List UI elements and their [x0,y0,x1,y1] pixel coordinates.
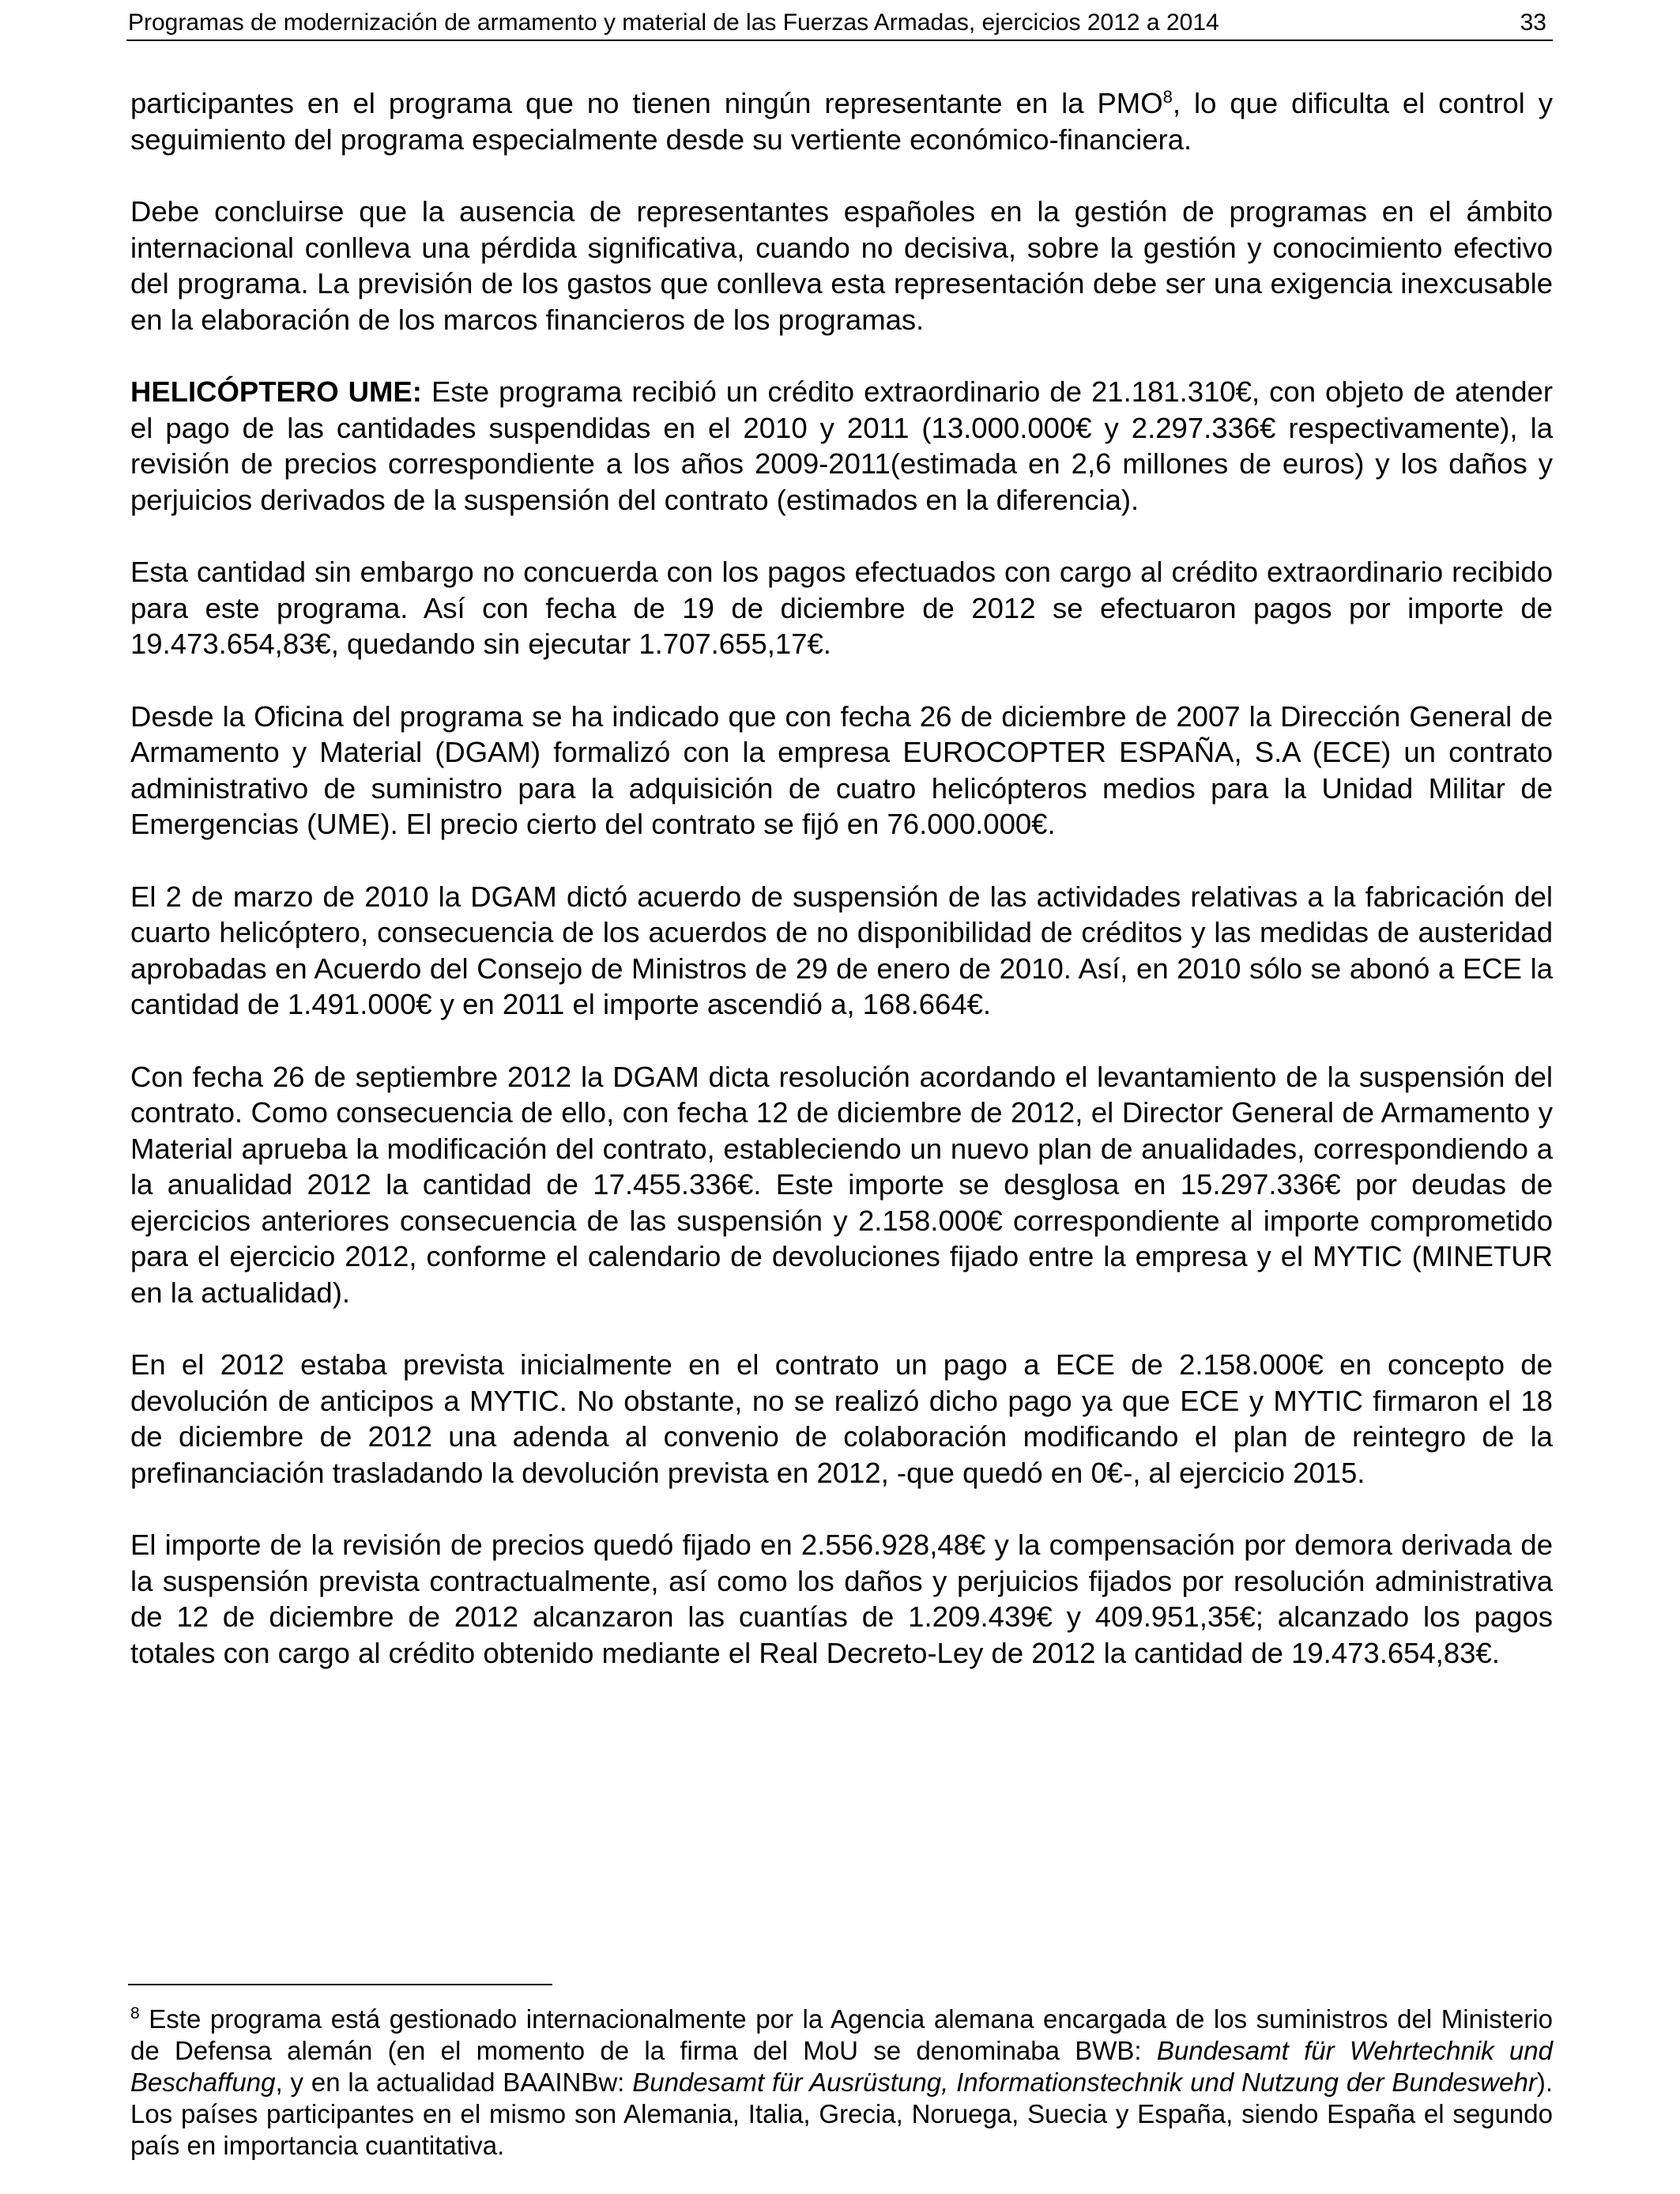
footnote-reference[interactable]: 8 [1162,86,1173,107]
footnote-agency-name: Bundesamt für Ausrüstung, Informationstechnik und Nutzung der Bundeswehr [632,2068,1537,2097]
body-text [130,85,1553,1707]
footnote-separator [128,1984,552,1985]
footnote-agency-name: Bundesamt für Wehrtechnik und Beschaffung [130,2036,1553,2097]
page-number: 33 [1520,9,1546,36]
page-header [126,8,1553,41]
footnote-text: ). Los países participantes en el mismo son Alemania, Italia, Grecia, Noruega, Suecia y España, siendo España el segundo país en importancia cuantitativa. [130,2068,1553,2160]
paragraph: Esta cantidad sin embargo no concuerda con los pagos efectuados con cargo al crédito extraordinario recibido para este programa. Así con fecha de 19 de diciembre de 2012 se efectuaron pagos por importe de 19.473.654,83€, quedando sin ejecutar 1.707.655,17€. [130,556,1553,660]
paragraph: El importe de la revisión de precios quedó fijado en 2.556.928,48€ y la compensación por demora derivada de la suspensión prevista contractualmente, así como los daños y perjuicios fijados por resolución administrativa de 12 de diciembre de 2012 alcanzaron las cuantías de 1.209.439€ y 409.951,35€; alcanzado los pagos totales con cargo al crédito obtenido mediante el Real Decreto-Ley de 2012 la cantidad de 19.473.654,83€. [130,1529,1553,1669]
paragraph-text: Este programa recibió un crédito extraordinario de 21.181.310€, con objeto de atender el pago de las cantidades suspendidas en el 2010 y 2011 (13.000.000€ y 2.297.336€ respectivamente), la revisión de precios correspondiente a los años 2009-2011(estimada en 2,6 millones de euros) y los daños y perjuicios derivados de la suspensión del contrato (estimados en la diferencia). [130,375,1553,516]
footnote-marker: 8 [130,2004,140,2022]
section-lead: HELICÓPTERO UME: [130,375,422,408]
paragraph-text: , lo que dificulta el control y seguimiento del programa especialmente desde su vertiente económico-financiera. [130,87,1553,156]
footnote [130,2004,1553,2162]
footnote-text: , y en la actualidad BAAINBw: [275,2068,633,2097]
paragraph: Desde la Oficina del programa se ha indicado que con fecha 26 de diciembre de 2007 la Dirección General de Armamento y Material (DGAM) formalizó con la empresa EUROCOPTER ESPAÑA, S.A (ECE) un contrato administrativo de suministro para la adquisición de cuatro helicópteros medios para la Unidad Militar de Emergencias (UME). El precio cierto del contrato se fijó en 76.000.000€. [130,699,1553,840]
header-title: Programas de modernización de armamento y material de las Fuerzas Armadas, ejercicios 2012 a 2014 [128,9,1219,36]
paragraph [130,85,1553,157]
paragraph: Debe concluirse que la ausencia de representantes españoles en la gestión de programas en el ámbito internacional conlleva una pérdida significativa, cuando no decisiva, sobre la gestión y conocimiento efectivo del programa. La previsión de los gastos que conlleva esta representación debe ser una exigencia inexcusable en la elaboración de los marcos financieros de los programas. [130,195,1553,336]
footnote-text: Este programa está gestionado internacionalmente por la Agencia alemana encargada de los suministros del Ministerio de Defensa alemán (en el momento de la firma del MoU se denominaba BWB: [130,2004,1553,2065]
paragraph-text: participantes en el programa que no tienen ningún representante en la PMO [130,87,1163,119]
paragraph: Con fecha 26 de septiembre 2012 la DGAM dicta resolución acordando el levantamiento de la suspensión del contrato. Como consecuencia de ello, con fecha 12 de diciembre de 2012, el Director General de Armamento y Material aprueba la modificación del contrato, estableciendo un nuevo plan de anualidades, correspondiendo a la anualidad 2012 la cantidad de 17.455.336€. Este importe se desglosa en 15.297.336€ por deudas de ejercicios anteriores consecuencia de las suspensión y 2.158.000€ correspondiente al importe comprometido para el ejercicio 2012, conforme el calendario de devoluciones fijado entre la empresa y el MYTIC (MINETUR en la actualidad). [130,1060,1553,1309]
paragraph: El 2 de marzo de 2010 la DGAM dictó acuerdo de suspensión de las actividades relativas a la fabricación del cuarto helicóptero, consecuencia de los acuerdos de no disponibilidad de créditos y las medidas de austeridad aprobadas en Acuerdo del Consejo de Ministros de 29 de enero de 2010. Así, en 2010 sólo se abonó a ECE la cantidad de 1.491.000€ y en 2011 el importe ascendió a, 168.664€. [130,880,1553,1020]
paragraph [130,374,1553,518]
paragraph: En el 2012 estaba prevista inicialmente en el contrato un pago a ECE de 2.158.000€ en concepto de devolución de anticipos a MYTIC. No obstante, no se realizó dicho pago ya que ECE y MYTIC firmaron el 18 de diciembre de 2012 una adenda al convenio de colaboración modificando el plan de reintegro de la prefinanciación trasladando la devolución prevista en 2012, -que quedó en 0€-, al ejercicio 2015. [130,1348,1553,1489]
